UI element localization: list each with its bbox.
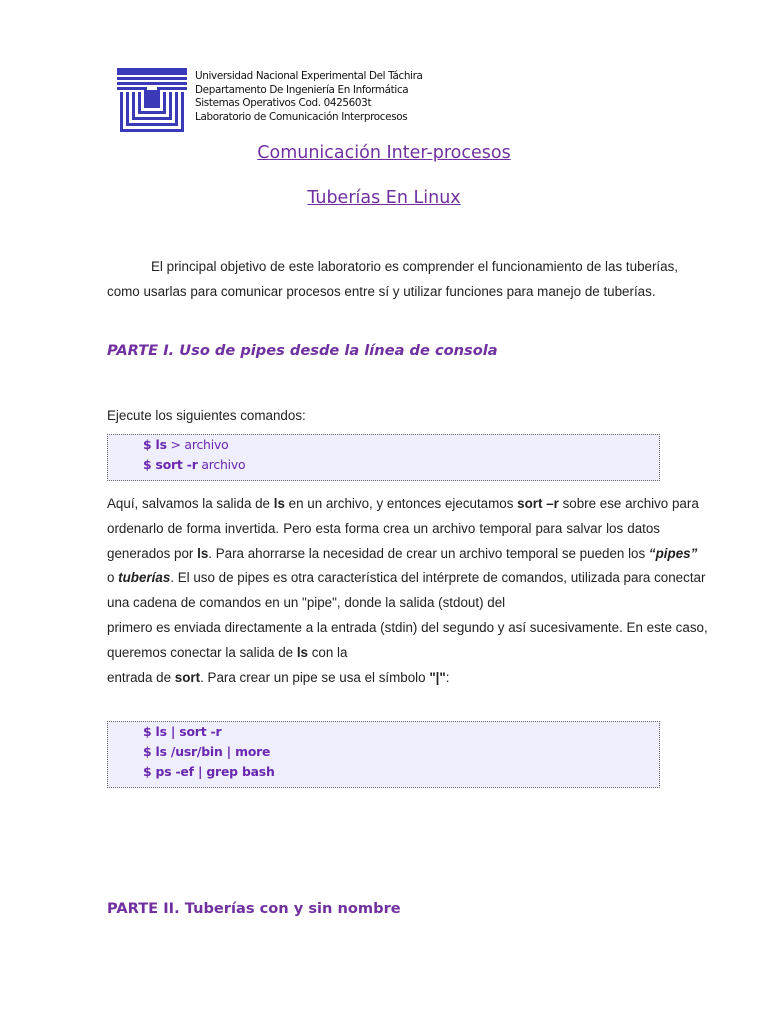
lab-name: Laboratorio de Comunicación Interprocesos bbox=[195, 110, 408, 123]
intro-paragraph bbox=[107, 255, 679, 305]
code-line: $ ls > archivo bbox=[143, 437, 229, 452]
part1-instruction: Ejecute los siguientes comandos: bbox=[107, 408, 306, 423]
code-line: $ ls /usr/bin | more bbox=[143, 744, 271, 759]
body-line: queremos conectar la salida de ls con la bbox=[107, 644, 348, 660]
part2-heading: PARTE II. Tuberías con y sin nombre bbox=[107, 900, 401, 917]
body-line: Aquí, salvamos la salida de ls en un archivo, y entonces ejecutamos sort –r sobre ese archivo para bbox=[107, 496, 699, 511]
code-line: $ sort -r archivo bbox=[143, 457, 246, 472]
code-line: $ ps -ef | grep bash bbox=[143, 764, 275, 779]
sub-title: Tuberías En Linux bbox=[307, 188, 461, 208]
body-line: ordenarlo de forma invertida. Pero esta forma crea un archivo temporal para salvar los datos bbox=[107, 520, 660, 536]
intro-line-1: El principal objetivo de este laboratorio es comprender el funcionamiento de las tuberías, bbox=[151, 259, 679, 274]
main-title: Comunicación Inter-procesos bbox=[257, 143, 511, 163]
body-line: una cadena de comandos en un "pipe", donde la salida (stdout) del bbox=[107, 595, 506, 611]
part1-heading: PARTE I. Uso de pipes desde la línea de consola bbox=[107, 342, 498, 359]
body-line: entrada de sort. Para crear un pipe se usa el símbolo "|": bbox=[107, 669, 450, 685]
code-line: $ ls | sort -r bbox=[143, 724, 222, 739]
course-name: Sistemas Operativos Cod. 0425603t bbox=[195, 97, 372, 109]
code-block-1 bbox=[107, 434, 660, 481]
code-block-2 bbox=[107, 721, 660, 788]
university-name: Universidad Nacional Experimental Del Táchira bbox=[195, 70, 423, 82]
pipes-explanation bbox=[107, 492, 708, 690]
department-name: Departamento De Ingeniería En Informática bbox=[195, 83, 409, 96]
header-text bbox=[195, 70, 525, 124]
body-line: generados por ls. Para ahorrarse la necesidad de crear un archivo temporal se pueden los “pipes” bbox=[107, 545, 698, 561]
university-logo-icon bbox=[117, 68, 187, 134]
body-line: o tuberías. El uso de pipes es otra característica del intérprete de comandos, utilizada para conectar bbox=[107, 570, 706, 586]
body-line: primero es enviada directamente a la entrada (stdin) del segundo y así sucesivamente. En este caso, bbox=[107, 619, 708, 635]
intro-line-2: como usarlas para comunicar procesos entre sí y utilizar funciones para manejo de tuberías. bbox=[107, 283, 656, 299]
